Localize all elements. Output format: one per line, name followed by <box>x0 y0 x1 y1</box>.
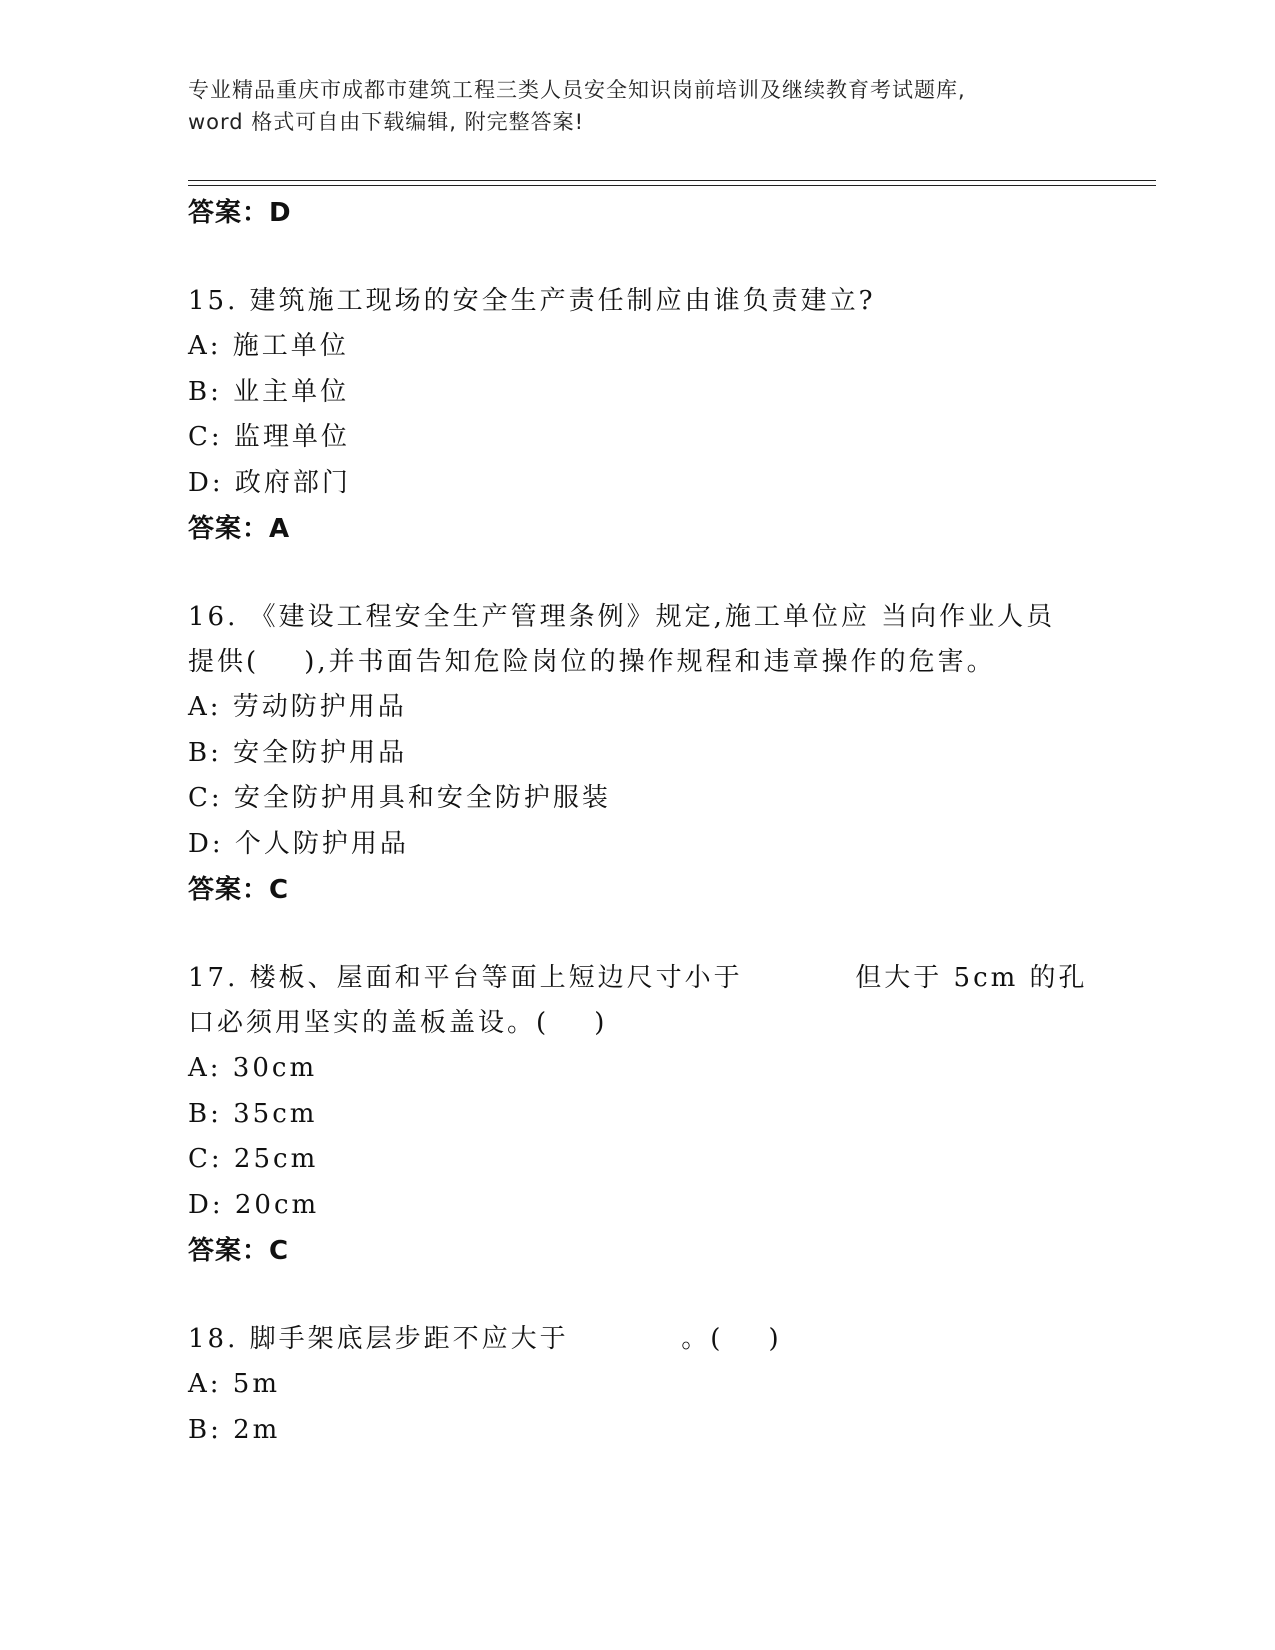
answer-line: 答案：C <box>188 1236 290 1266</box>
option-a: A: 施工单位 <box>188 331 349 361</box>
header-rule-bottom <box>188 185 1156 186</box>
question-15 <box>188 279 1088 552</box>
option-d: D: 政府部门 <box>188 467 351 498</box>
header-line-2: word 格式可自由下载编辑, 附完整答案! <box>188 110 585 134</box>
option-c: C: 监理单位 <box>188 422 350 452</box>
option-c: C: 安全防护用具和安全防护服装 <box>188 783 611 813</box>
option-b: B: 2m <box>188 1414 281 1445</box>
header-line-1: 专业精品重庆市成都市建筑工程三类人员安全知识岗前培训及继续教育考试题库, <box>188 78 966 102</box>
question-stem-line-2: 口必须用坚实的盖板盖设。( ) <box>188 1008 608 1038</box>
option-a: A: 劳动防护用品 <box>188 692 407 722</box>
question-stem: 15. 建筑施工现场的安全生产责任制应由谁负责建立? <box>188 286 876 316</box>
question-16 <box>188 595 1088 913</box>
question-17 <box>188 956 1088 1274</box>
document-header <box>188 74 1088 138</box>
option-a: A: 30cm <box>188 1053 318 1083</box>
question-stem-line-2: 提供( ),并书面告知危险岗位的操作规程和违章操作的危害。 <box>188 647 996 677</box>
question-stem-line-1: 17. 楼板、屋面和平台等面上短边尺寸小于 但大于 5cm 的孔 <box>188 963 1088 993</box>
question-stem-line-1: 16. 《建设工程安全生产管理条例》规定,施工单位应 当向作业人员 <box>188 602 1056 632</box>
option-b: B: 业主单位 <box>188 376 350 407</box>
option-b: B: 安全防护用品 <box>188 737 408 768</box>
question-list <box>188 190 1088 1453</box>
header-rule-top <box>188 180 1156 181</box>
question-18 <box>188 1317 1088 1453</box>
option-c: C: 25cm <box>188 1144 319 1174</box>
option-d: D: 20cm <box>188 1189 320 1220</box>
question-stem: 18. 脚手架底层步距不应大于 。( ) <box>188 1324 782 1354</box>
option-d: D: 个人防护用品 <box>188 828 409 859</box>
answer-line: 答案：A <box>188 514 291 544</box>
answer-line: 答案：D <box>188 198 292 228</box>
option-a: A: 5m <box>188 1369 280 1399</box>
option-b: B: 35cm <box>188 1098 318 1129</box>
answer-line: 答案：C <box>188 875 290 905</box>
